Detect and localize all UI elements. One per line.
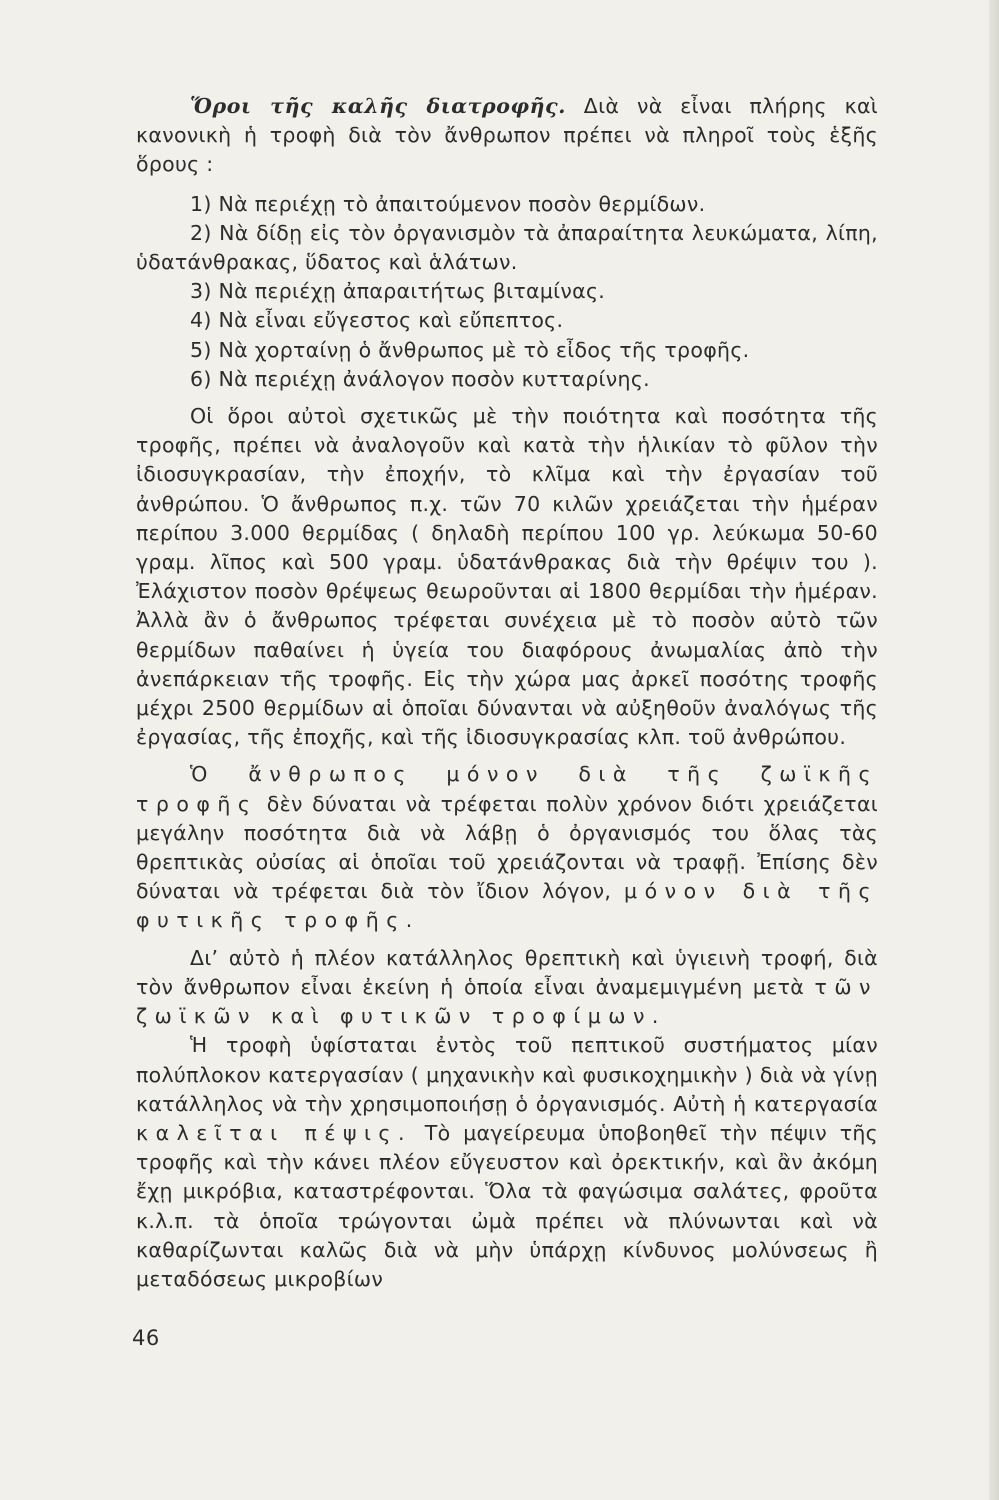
list-item: 4) Νὰ εἶναι εὔγεστος καὶ εὔπεπτος.: [190, 308, 564, 333]
list-item: 6) Νὰ περιέχῃ ἀνάλογον ποσὸν κυτταρίνης.: [190, 366, 650, 391]
section-heading: Ὅροι τῆς καλῆς διατροφῆς.: [190, 94, 567, 118]
intro-paragraph: [136, 92, 878, 180]
paragraph-text: Τὸ μαγείρευμα ὑποβοηθεῖ τὴν πέψιν τῆς τροφῆς καὶ τὴν κάνει πλέον εὔγευστον καὶ ὀρεκτικήν, καὶ ἂν ἀκόμη ἔχῃ μικρόβια, καταστρέφονται. Ὅλα τὰ φαγώσιμα σαλάτες, φροῦτα κ.λ.π. τὰ ὁποῖα τρώγονται ὠμὰ πρέπει νὰ πλύνωνται καὶ νὰ καθαρίζωνται καλῶς διὰ νὰ μὴν ὑπάρχῃ κίνδυνος μολύνσεως ἢ μεταδόσεως μικροβίων: [136, 1120, 878, 1291]
paragraph-requirements: Οἱ ὅροι αὐτοὶ σχετικῶς μὲ τὴν ποιότητα καὶ ποσότητα τῆς τροφῆς, πρέπει νὰ ἀναλογοῦν καὶ κατὰ τὴν ἡλικίαν τὸ φῦλον τὴν ἰδιοσυγκρασίαν, τὴν ἐποχήν, τὸ κλῖμα καὶ τὴν ἐργασίαν τοῦ ἀνθρώπου. Ὁ ἄνθρωπος π.χ. τῶν 70 κιλῶν χρειάζεται τὴν ἡμέραν περίπου 3.000 θερμίδας ( δηλαδὴ περίπου 100 γρ. λεύκωμα 50-60 γραμ. λῖπος καὶ 500 γραμ. ὑδατάνθρακας διὰ τὴν θρέψιν του ). Ἐλάχιστον ποσὸν θρέψεως θεωροῦνται αἱ 1800 θερμίδαι τὴν ἡμέραν. Ἀλλὰ ἂν ὁ ἄνθρωπος τρέφεται συνέχεια μὲ τὸ ποσὸν αὐτὸ τῶν θερμίδων παθαίνει ἡ ὑγεία του διαφόρους ἀνωμαλίας ἀπὸ τὴν ἀνεπάρκειαν τῆς τροφῆς. Εἰς τὴν χώρα μας ἀρκεῖ ποσότης τροφῆς μέχρι 2500 θερμίδων αἱ ὁποῖαι δύνανται νὰ αὐξηθοῦν ἀναλόγως τῆς ἐργασίας, τῆς ἐποχῆς, καὶ τῆς ἰδιοσυγκρασίας κλπ. τοῦ ἀνθρώπου.: [136, 404, 878, 750]
paragraph-text: Δι’ αὐτὸ ἡ πλέον κατάλληλος θρεπτικὴ καὶ ὑγιεινὴ τροφή, διὰ τὸν ἄνθρωπον εἶναι ἐκείνη ἡ ὁποία εἶναι ἀναμεμιγμένη μετὰ: [136, 945, 878, 999]
emphasis-text: καλεῖται πέψις.: [136, 1120, 412, 1145]
paragraph-animal-plant: [136, 760, 878, 935]
paragraph-text: δὲν δύναται νὰ τρέφεται πολὺν χρόνον διότι χρειάζεται μεγάλην ποσότητα διὰ νὰ λάβῃ ὁ ὀργανισμός του ὅλας τὰς θρεπτικὰς οὐσίας αἱ ὁποῖαι τοῦ χρειάζονται νὰ τραφῇ. Ἐπίσης δὲν δύναται νὰ τρέφεται διὰ τὸν ἴδιον λόγον,: [136, 791, 878, 904]
page-edge: [989, 0, 999, 1500]
page-text: [136, 92, 878, 1294]
emphasis-text: Ὁ ἄνθρωπος μόνον διὰ τῆς ζωϊκῆς τροφῆς: [136, 762, 878, 816]
emphasis-text: μόνον διὰ τῆς φυτικῆς τροφῆς.: [136, 879, 878, 933]
intro-text: Διὰ νὰ εἶναι πλήρης καὶ κανονικὴ ἡ τροφὴ διὰ τὸν ἄνθρωπον πρέπει νὰ πληροῖ τοὺς ἑξῆς ὅρους :: [136, 94, 878, 177]
list-item: 5) Νὰ χορταίνῃ ὁ ἄνθρωπος μὲ τὸ εἶδος τῆς τροφῆς.: [190, 337, 750, 362]
list-item: 1) Νὰ περιέχῃ τὸ ἀπαιτούμενον ποσὸν θερμίδων.: [190, 191, 706, 216]
conditions-list: [136, 190, 878, 394]
paragraph-mixed-food: [136, 944, 878, 1032]
paragraph-text: Ἡ τροφὴ ὑφίσταται ἐντὸς τοῦ πεπτικοῦ συστήματος μίαν πολύπλοκον κατεργασίαν ( μηχανικὴν καὶ φυσικοχημικὴν ) διὰ νὰ γίνῃ κατάλληλος νὰ τὴν χρησιμοποιήσῃ ὁ ὀργανισμός. Αὐτὴ ἡ κατεργασία: [136, 1033, 878, 1116]
emphasis-text: τῶν ζωϊκῶν καὶ φυτικῶν τροφίμων.: [136, 974, 878, 1029]
page-number: 46: [132, 1326, 160, 1350]
list-item: 2) Νὰ δίδῃ εἰς τὸν ὀργανισμὸν τὰ ἀπαραίτητα λευκώματα, λίπη, ὑδατάνθρακας, ὕδατος καὶ ἁλάτων.: [136, 220, 878, 275]
list-item: 3) Νὰ περιέχῃ ἀπαραιτήτως βιταμίνας.: [190, 279, 606, 304]
paragraph-digestion: [136, 1031, 878, 1294]
